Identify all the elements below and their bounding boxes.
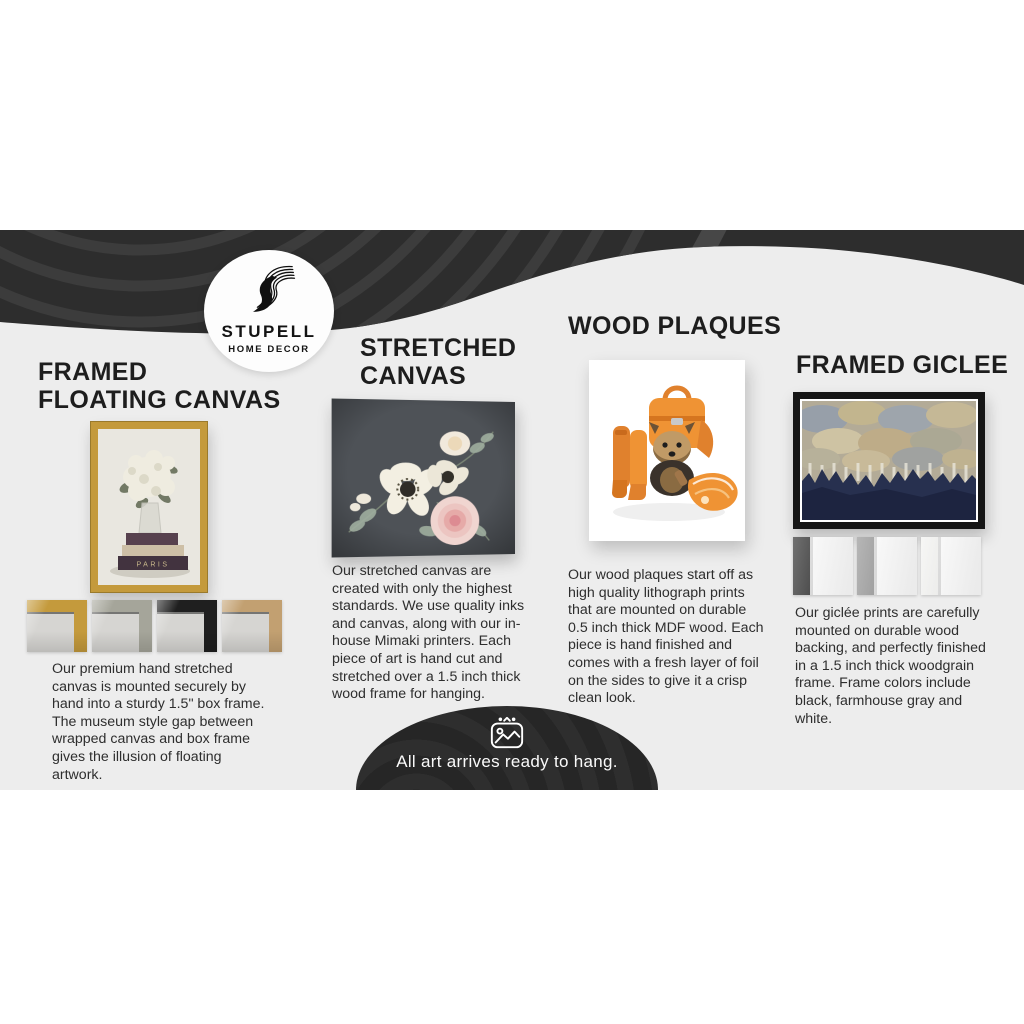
frame-swatch-silver bbox=[92, 600, 152, 652]
brand-tagline: HOME DECOR bbox=[228, 344, 310, 355]
section-description-framed-giclee: Our giclée prints are carefully mounted on durable wood backing, and perfectly finished in a 1.5 inch thick woodgrain frame. Frame colors include black, farmhouse gray and white. bbox=[795, 605, 986, 727]
title-line: STRETCHED bbox=[360, 334, 517, 362]
framed-floating-canvas-image bbox=[91, 422, 207, 592]
section-title-framed-floating-canvas bbox=[38, 358, 281, 414]
content-area bbox=[0, 230, 1024, 790]
framed-giclee-image bbox=[793, 392, 985, 529]
title-line: FLOATING CANVAS bbox=[38, 386, 281, 414]
section-description-stretched-canvas: Our stretched canvas are created with only the highest standards. We use quality inks and canvas, along with our in-house Mimaki printers. Each piece of art is hand cut and stretched over a 1.5 inch thick wood frame for hanging. bbox=[332, 563, 525, 703]
navy-gold-abstract-artwork bbox=[802, 401, 976, 520]
framed-picture-icon bbox=[484, 715, 530, 751]
footer-message: All art arrives ready to hang. bbox=[396, 752, 618, 771]
giclee-swatch-white bbox=[921, 537, 981, 595]
title-line: WOOD PLAQUES bbox=[568, 312, 782, 340]
title-line: FRAMED bbox=[38, 358, 148, 386]
section-title-stretched-canvas bbox=[360, 334, 516, 390]
orange-fashion-dog-artwork bbox=[589, 360, 745, 541]
section-description-framed-floating-canvas: Our premium hand stretched canvas is mounted securely by hand into a sturdy 1.5" box frame. The museum style gap between wrapped canvas and box frame gives the illusion of floating artwork. bbox=[52, 661, 265, 783]
paris-book-label: PARIS bbox=[136, 561, 170, 569]
brand-name: STUPELL bbox=[221, 322, 317, 341]
section-title-framed-giclee bbox=[796, 351, 1008, 379]
wood-plaque-image bbox=[589, 360, 745, 541]
title-line: CANVAS bbox=[360, 362, 467, 390]
title-line: FRAMED GICLEE bbox=[796, 351, 1009, 379]
stupell-s-logo-icon bbox=[240, 262, 298, 320]
frame-swatch-bronze bbox=[222, 600, 282, 652]
footer-ready-to-hang bbox=[356, 706, 658, 790]
blush-floral-artwork bbox=[332, 398, 515, 557]
giclee-swatch-farmhouse-gray bbox=[857, 537, 917, 595]
giclee-swatch-black bbox=[793, 537, 853, 595]
hydrangea-paris-books-artwork bbox=[98, 429, 200, 585]
stretched-canvas-image bbox=[332, 398, 515, 557]
stupell-logo-badge bbox=[204, 250, 334, 372]
section-description-wood-plaques: Our wood plaques start off as high quality lithograph prints that are mounted on durable 0.5 inch thick MDF wood. Each piece is hand finished and comes with a fresh layer of foil on the sides to give it a crisp clean look. bbox=[568, 567, 764, 707]
section-title-wood-plaques bbox=[568, 312, 781, 340]
frame-swatch-gold bbox=[27, 600, 87, 652]
frame-swatch-black bbox=[157, 600, 217, 652]
